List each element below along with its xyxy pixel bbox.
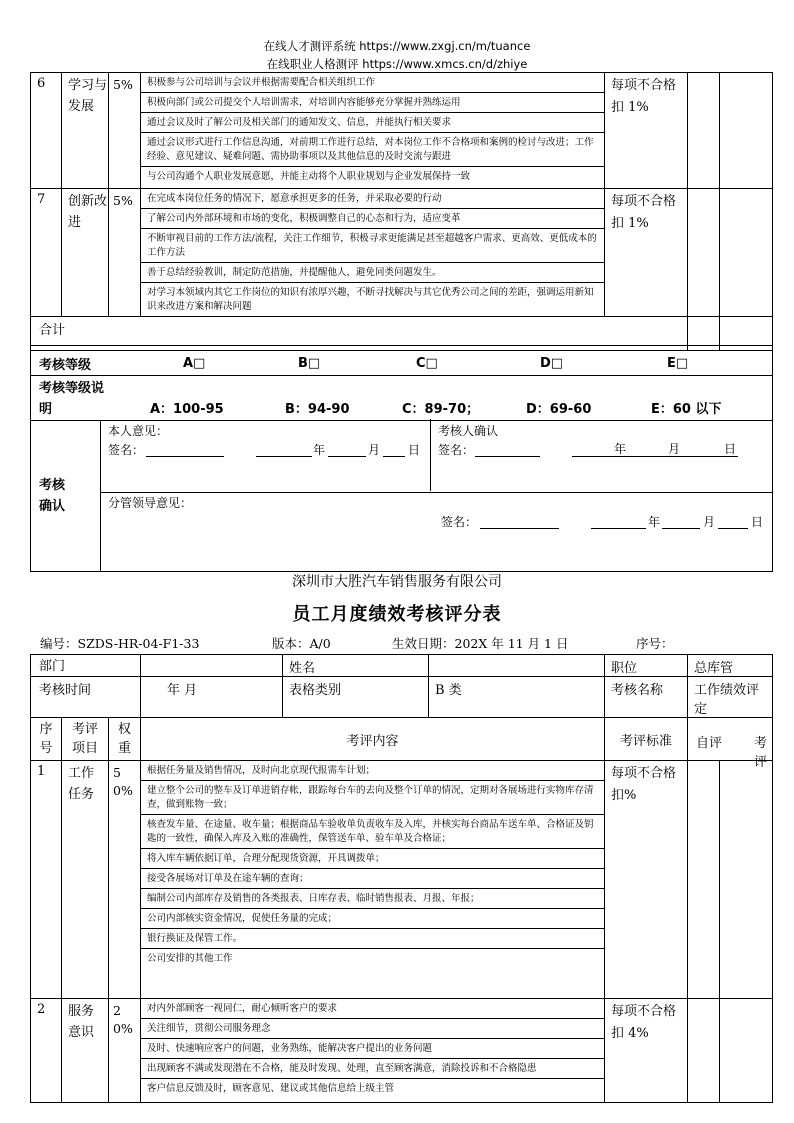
self-score-cell[interactable] [688,999,720,1103]
self-sign-field[interactable] [146,444,224,457]
content-line: 将入库车辆依据订单，合理分配现货资源，开具调拨单； [141,849,604,869]
self-year-field[interactable] [256,444,312,457]
info-row-2 [31,677,773,718]
content-line: 根据任务量及销售情况，及时向北京现代报需车计划； [141,761,604,781]
name-value[interactable] [429,655,605,677]
position-value: 总库管 [688,655,773,677]
leader-month-field[interactable] [662,516,700,529]
self-month-label: 月 [368,443,381,457]
col-self: 自评 [696,736,723,751]
row-item: 工作任务 [62,761,109,999]
content-line: 核查发车量、在途量、收车量；根据商品车验收单负责收车及入库，并核实每台商品车送车单、合格证及钥匙的一致性，确保入库及入账的准确性，保管送车单、验车单及合格证； [141,815,604,849]
name-label: 姓名 [283,655,429,677]
table-row [31,999,773,1103]
row-contents [141,761,605,999]
grade-option-e[interactable]: E□ [667,356,689,371]
row-standard: 每项不合格扣% [605,761,688,999]
row-contents [141,189,605,317]
assessor-confirm-label: 考核人确认 [438,424,499,438]
content-line: 与公司沟通个人职业发展意愿，并能主动将个人职业规划与企业发展保持一致 [147,171,471,182]
content-line: 积极向部门或公司提交个人培训需求，对培训内容能够充分掌握并熟练运用 [141,93,604,113]
self-score-cell[interactable] [688,189,720,317]
top-score-table [30,72,773,351]
row-weight: 20% [109,999,141,1103]
eval-score-cell[interactable] [720,189,773,317]
row-item: 学习与发展 [62,73,109,189]
col-standard: 考评标准 [605,718,688,761]
grade-desc-c: C：89-70； [402,402,480,417]
dept-value[interactable] [141,655,283,677]
eval-name-label: 考核名称 [605,677,688,718]
content-line: 银行换证及保管工作。 [141,929,604,949]
grade-option-d[interactable]: D□ [540,356,564,371]
row-no: 6 [31,73,62,189]
content-line: 编制公司内部库存及销售的各类报表、日库存表、临时销售报表、月报、年报； [141,889,604,909]
self-opinion-label: 本人意见： [108,424,169,438]
self-day-label: 日 [408,443,421,457]
row-item: 创新改进 [62,189,109,317]
col-item: 考评项目 [62,718,109,761]
header-line-2: 在线职业人格测评 https://www.xmcs.cn/d/zhiye [266,57,528,71]
grade-desc-b: B：94-90 [285,402,350,417]
grade-desc-e: E：60 以下 [651,402,722,417]
content-line: 不断审视目前的工作方法/流程，关注工作细节，积极寻求更能满足甚至超越客户需求、更高效、更低成本的工作方法 [141,229,604,263]
leader-month-label: 月 [703,515,716,529]
grade-desc-label: 考核等级说明 [39,381,105,417]
effective-date: 生效日期：202X 年 11 月 1 日 [392,636,569,651]
grade-desc-a: A：100-95 [150,402,224,417]
col-no: 序号 [31,718,62,761]
dept-label: 部门 [31,655,141,677]
confirm-label-cell [31,421,101,572]
period-value[interactable]: 年 月 [141,677,283,718]
content-line: 了解公司内外部环境和市场的变化，积极调整自己的心态和行为，适应变革 [141,209,604,229]
self-score-cell[interactable] [688,73,720,189]
self-month-field[interactable] [328,444,366,457]
form-version: 版本：A/0 [272,636,331,651]
content-line: 及时、快速响应客户的问题，业务熟练，能解决客户提出的业务问题 [141,1039,604,1059]
eval-score-cell[interactable] [720,999,773,1103]
content-line: 通过会议形式进行工作信息沟通，对前期工作进行总结，对本岗位工作不合格项和案例的检讨与改进；工作经验、意见建议、疑难问题、需协助事项以及其他信息的及时交流与跟进 [141,133,604,167]
serial-no: 序号： [636,636,674,651]
content-line: 公司安排的其他工作 [147,953,233,964]
leader-sign-label: 签名： [441,515,478,529]
company-name: 深圳市大胜汽车销售服务有限公司 [292,574,502,590]
self-day-field[interactable] [383,444,405,457]
assessor-sign-field[interactable] [475,444,540,457]
row-item: 服务意识 [62,999,109,1103]
content-line: 公司内部核实资金情况，促使任务量的完成； [141,909,604,929]
form-type-label: 表格类别 [283,677,429,718]
row-standard: 每项不合格扣 1% [605,189,688,317]
col-eval: 考评 [754,736,768,770]
self-score-cell[interactable] [688,761,720,999]
confirm-label: 考核确认 [39,478,66,514]
self-year-label: 年 [313,443,326,457]
content-line: 客户信息反馈及时，顾客意见、建议或其他信息给上级主管 [147,1083,395,1094]
row-no: 2 [31,999,62,1103]
col-content: 考评内容 [141,718,605,761]
content-line: 善于总结经验教训，制定防范措施，并提醒他人，避免同类问题发生。 [141,263,604,283]
leader-sign-field[interactable] [480,516,559,529]
column-header-row [31,718,773,761]
content-line: 接受各展场对订单及在途车辆的查询； [141,869,604,889]
assessor-year-label: 年 [614,442,627,456]
bottom-score-table [30,654,773,1103]
leader-day-field[interactable] [718,516,748,529]
form-title: 员工月度绩效考核评分表 [292,604,502,625]
header-line-1: 在线人才测评系统 https://www.zxgj.cn/m/tuance [263,39,531,53]
leader-year-label: 年 [648,515,661,529]
grade-table [30,345,773,572]
position-label: 职位 [605,655,688,677]
assessor-month-label: 月 [668,442,681,456]
row-weight: 50% [109,761,141,999]
content-line: 在完成本岗位任务的情况下，愿意承担更多的任务，并采取必要的行动 [141,189,604,209]
row-contents [141,73,605,189]
grade-label: 考核等级 [39,358,92,373]
self-sign-label: 签名： [108,443,145,457]
content-line: 建立整个公司的整车及订单进销存帐，跟踪每台车的去向及整个订单的情况，定期对各展场进行实物库存清查，做到账物一致； [141,781,604,815]
grade-label-row [31,346,773,376]
eval-score-cell[interactable] [720,73,773,189]
period-label: 考核时间 [31,677,141,718]
assessor-sign-label: 签名： [438,443,475,457]
content-line: 对学习本领域内其它工作岗位的知识有浓厚兴趣，不断寻找解决与其它优秀公司之间的差距，强调运用新知识来改进方案和解决问题 [147,287,594,312]
total-label: 合计 [31,317,688,351]
content-line: 通过会议及时了解公司及相关部门的通知发文、信息，并能执行相关要求 [141,113,604,133]
row-standard: 每项不合格扣 1% [605,73,688,189]
row-weight: 5% [109,73,141,189]
leader-year-field[interactable] [591,516,646,529]
content-line: 关注细节，贯彻公司服务理念 [141,1019,604,1039]
grade-desc-d: D：69-60 [526,402,592,417]
content-line: 出现顾客不满或发现潜在不合格，能及时发现、处理，直至顾客满意，消除投诉和不合格隐患 [141,1059,604,1079]
content-line: 对内外部顾客一视同仁，耐心倾听客户的要求 [141,999,604,1019]
table-row [31,73,773,189]
assessor-date-field[interactable] [572,444,738,457]
row-weight: 5% [109,189,141,317]
eval-name-value: 工作绩效评定 [688,677,773,718]
table-row [31,189,773,317]
eval-score-cell[interactable] [720,761,773,999]
row-contents [141,999,605,1103]
grade-option-a[interactable]: A□ [183,356,206,371]
row-no: 1 [31,761,62,999]
form-type-value: B 类 [429,677,605,718]
content-line: 积极参与公司培训与会议并根据需要配合相关组织工作 [141,73,604,93]
col-weight: 权重 [109,718,141,761]
form-code: 编号：SZDS-HR-04-F1-33 [40,636,200,651]
grade-option-b[interactable]: B□ [298,356,321,371]
leader-opinion-cell [101,493,773,572]
row-standard: 每项不合格扣 4% [605,999,688,1103]
grade-option-c[interactable]: C□ [416,356,438,371]
leader-day-label: 日 [751,515,764,529]
row-no: 7 [31,189,62,317]
table-row [31,761,773,999]
info-row-1 [31,655,773,677]
leader-opinion-label: 分管领导意见： [108,496,193,510]
assessor-day-label: 日 [724,442,737,456]
col-scores [688,718,773,770]
